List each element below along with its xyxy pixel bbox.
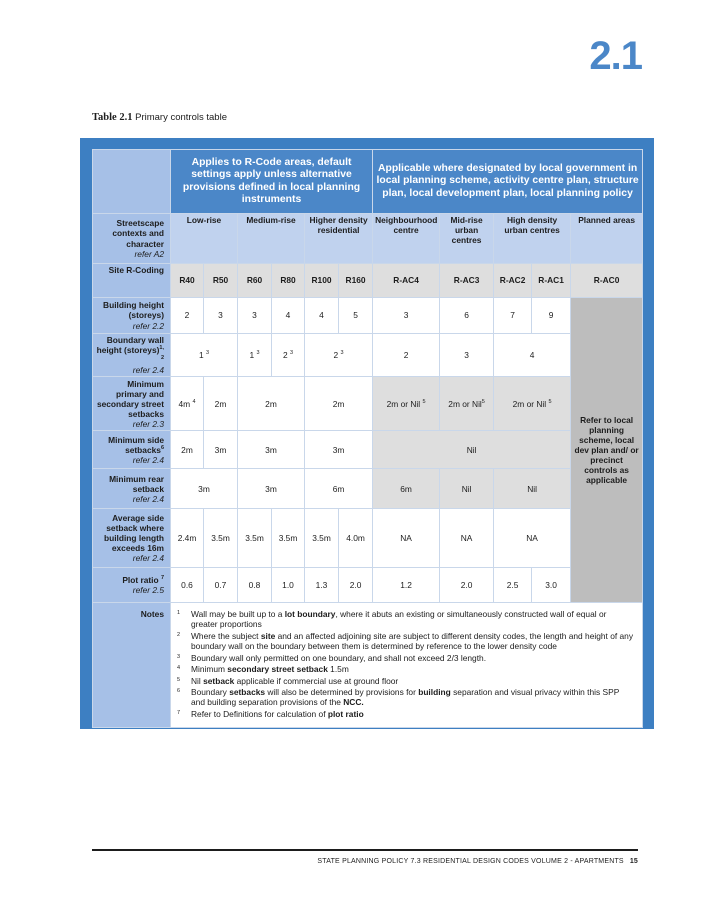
refer-local-planning-cell: Refer to local planning scheme, local dev plan and/ or precinct controls as applicable bbox=[571, 298, 643, 603]
value-cell: 2m or Nil$^5$ bbox=[440, 377, 494, 431]
value-cell: 1.2 bbox=[373, 568, 440, 603]
value-cell: 2.0 bbox=[440, 568, 494, 603]
boundary-wall-ref: refer 2.4 bbox=[132, 365, 164, 376]
context-low-rise: Low-rise bbox=[171, 214, 238, 264]
boundary-wall-row bbox=[93, 334, 643, 377]
table-caption bbox=[92, 112, 227, 123]
value-cell: 6 bbox=[440, 298, 494, 334]
value-cell: 0.6 bbox=[171, 568, 204, 603]
code-cell: R60 bbox=[238, 264, 272, 298]
code-cell: R-AC4 bbox=[373, 264, 440, 298]
value-cell: 2m or Nil $^5$ bbox=[494, 377, 571, 431]
building-height-label: Building height (storeys) refer 2.2 bbox=[93, 298, 171, 334]
value-cell: 3.5m bbox=[204, 509, 238, 568]
code-cell: R-AC2 bbox=[494, 264, 532, 298]
code-cell: R-AC3 bbox=[440, 264, 494, 298]
primary-setbacks-label: Minimum primary and secondary street setbacks refer 2.3 bbox=[93, 377, 171, 431]
primary-setbacks-row bbox=[93, 377, 643, 431]
avg-side-setback-row bbox=[93, 509, 643, 568]
avg-side-setback-ref: refer 2.4 bbox=[132, 553, 164, 564]
side-setbacks-ref: refer 2.4 bbox=[132, 454, 164, 465]
value-cell: 9 bbox=[532, 298, 571, 334]
value-cell: 2m bbox=[171, 431, 204, 469]
building-height-ref: refer 2.2 bbox=[132, 320, 164, 331]
value-cell: 1.0 bbox=[272, 568, 305, 603]
note-item: 6 Boundary setbacks will also be determined by provisions for building separation and visual privacy within this SPP and building separation provisions of the NCC. bbox=[177, 687, 620, 708]
header-right: Applicable where designated by local government in local planning scheme, activity centre plan, structure plan, local development plan, local planning policy bbox=[373, 150, 643, 214]
value-cell: 3m bbox=[305, 431, 373, 469]
value-cell: 2 $^3$ bbox=[272, 334, 305, 377]
context-row bbox=[93, 214, 643, 264]
value-cell: 2m bbox=[204, 377, 238, 431]
notes-row bbox=[93, 603, 643, 727]
context-medium-rise: Medium-rise bbox=[238, 214, 305, 264]
primary-controls-table bbox=[92, 149, 643, 728]
building-height-row bbox=[93, 298, 643, 334]
value-cell: 3m bbox=[204, 431, 238, 469]
footer bbox=[92, 858, 638, 865]
value-cell: 0.8 bbox=[238, 568, 272, 603]
header-row bbox=[93, 150, 643, 214]
value-cell: 4 bbox=[272, 298, 305, 334]
caption-title: Primary controls table bbox=[135, 112, 227, 123]
context-planned-areas: Planned areas bbox=[571, 214, 643, 264]
note-item: 1 Wall may be built up to a lot boundary, where it abuts an existing or simultaneously constructed wall of equal or greater proportions bbox=[177, 609, 607, 630]
note-item: 2 Where the subject site and an affected adjoining site are subject to different density codes, the length and height of any boundary wall on the boundary between them is determined by reference to the lower density code bbox=[177, 630, 634, 652]
coding-label: Site R-Coding bbox=[93, 264, 171, 298]
plot-ratio-label: Plot ratio $^7$ refer 2.5 bbox=[93, 568, 171, 603]
context-neighbourhood-centre: Neighbourhood centre bbox=[373, 214, 440, 264]
boundary-wall-label: Boundary wall height (storeys)$^{1, 2}$ refer 2.4 bbox=[93, 334, 171, 377]
value-cell: 3 bbox=[238, 298, 272, 334]
avg-side-setback-label: Average side setback where building length exceeds 16m refer 2.4 bbox=[93, 509, 171, 568]
coding-row bbox=[93, 264, 643, 298]
value-cell: 4 bbox=[305, 298, 339, 334]
value-cell: 3 bbox=[440, 334, 494, 377]
code-cell: R50 bbox=[204, 264, 238, 298]
value-cell: Nil bbox=[440, 469, 494, 509]
value-cell: NA bbox=[440, 509, 494, 568]
value-cell: 4 bbox=[494, 334, 571, 377]
note-item: 4 Minimum secondary street setback 1.5m bbox=[177, 664, 349, 675]
value-cell: NA bbox=[494, 509, 571, 568]
section-number: 2.1 bbox=[589, 34, 642, 78]
context-label: Streetscape contexts and character refer A2 bbox=[93, 214, 171, 264]
rear-setback-ref: refer 2.4 bbox=[132, 493, 164, 504]
plot-ratio-row bbox=[93, 568, 643, 603]
value-cell: 6m bbox=[373, 469, 440, 509]
value-cell: 2 bbox=[373, 334, 440, 377]
value-cell: 4m $^4$ bbox=[171, 377, 204, 431]
code-cell: R100 bbox=[305, 264, 339, 298]
code-cell: R160 bbox=[339, 264, 373, 298]
value-cell: Nil bbox=[494, 469, 571, 509]
value-cell: 3.5m bbox=[305, 509, 339, 568]
footer-rule bbox=[92, 849, 638, 851]
value-cell: 5 bbox=[339, 298, 373, 334]
context-high-density: High density urban centres bbox=[494, 214, 571, 264]
value-cell: 3 bbox=[373, 298, 440, 334]
side-setbacks-row bbox=[93, 431, 643, 469]
note-item: 7 Refer to Definitions for calculation of plot ratio bbox=[177, 709, 364, 720]
context-mid-rise: Mid-rise urban centres bbox=[440, 214, 494, 264]
code-cell: R-AC1 bbox=[532, 264, 571, 298]
value-cell: 2.0 bbox=[339, 568, 373, 603]
value-cell: 7 bbox=[494, 298, 532, 334]
primary-setbacks-ref: refer 2.3 bbox=[132, 418, 164, 429]
value-cell: 2 bbox=[171, 298, 204, 334]
note-item: 5 Nil setback applicable if commercial use at ground floor bbox=[177, 675, 399, 686]
value-cell: 2 $^3$ bbox=[305, 334, 373, 377]
value-cell: 6m bbox=[305, 469, 373, 509]
caption-label: Table 2.1 bbox=[92, 112, 133, 123]
footer-title: STATE PLANNING POLICY 7.3 RESIDENTIAL DESIGN CODES VOLUME 2 - APARTMENTS bbox=[317, 858, 624, 865]
value-cell: NA bbox=[373, 509, 440, 568]
value-cell: 2m bbox=[305, 377, 373, 431]
value-cell: 3m bbox=[171, 469, 238, 509]
value-cell: 3.5m bbox=[238, 509, 272, 568]
value-cell: 4.0m bbox=[339, 509, 373, 568]
code-cell: R-AC0 bbox=[571, 264, 643, 298]
code-cell: R80 bbox=[272, 264, 305, 298]
value-cell: 3m bbox=[238, 469, 305, 509]
notes-list bbox=[171, 603, 643, 727]
value-cell: 1.3 bbox=[305, 568, 339, 603]
page-number: 15 bbox=[629, 858, 638, 865]
plot-ratio-ref: refer 2.5 bbox=[132, 585, 164, 596]
side-setbacks-label: Minimum side setbacks$^6$ refer 2.4 bbox=[93, 431, 171, 469]
value-cell: 2m or Nil $^5$ bbox=[373, 377, 440, 431]
notes-label: Notes bbox=[93, 603, 171, 727]
value-cell: 0.7 bbox=[204, 568, 238, 603]
value-cell: 2.4m bbox=[171, 509, 204, 568]
rear-setback-row bbox=[93, 469, 643, 509]
value-cell: 3 bbox=[204, 298, 238, 334]
value-cell: 1 $^3$ bbox=[171, 334, 238, 377]
code-cell: R40 bbox=[171, 264, 204, 298]
header-blank bbox=[93, 150, 171, 214]
context-higher-density: Higher density residential bbox=[305, 214, 373, 264]
context-ref: refer A2 bbox=[134, 248, 164, 259]
value-cell: 3.5m bbox=[272, 509, 305, 568]
value-cell: 1 $^3$ bbox=[238, 334, 272, 377]
note-item: 3 Boundary wall only permitted on one boundary, and shall not exceed 2/3 length. bbox=[177, 652, 487, 663]
header-left: Applies to R-Code areas, default settings apply unless alternative provisions defined in local planning instruments bbox=[171, 150, 373, 214]
value-cell: 3m bbox=[238, 431, 305, 469]
value-cell: 2m bbox=[238, 377, 305, 431]
value-cell: Nil bbox=[373, 431, 571, 469]
value-cell: 3.0 bbox=[532, 568, 571, 603]
rear-setback-label: Minimum rear setback refer 2.4 bbox=[93, 469, 171, 509]
value-cell: 2.5 bbox=[494, 568, 532, 603]
